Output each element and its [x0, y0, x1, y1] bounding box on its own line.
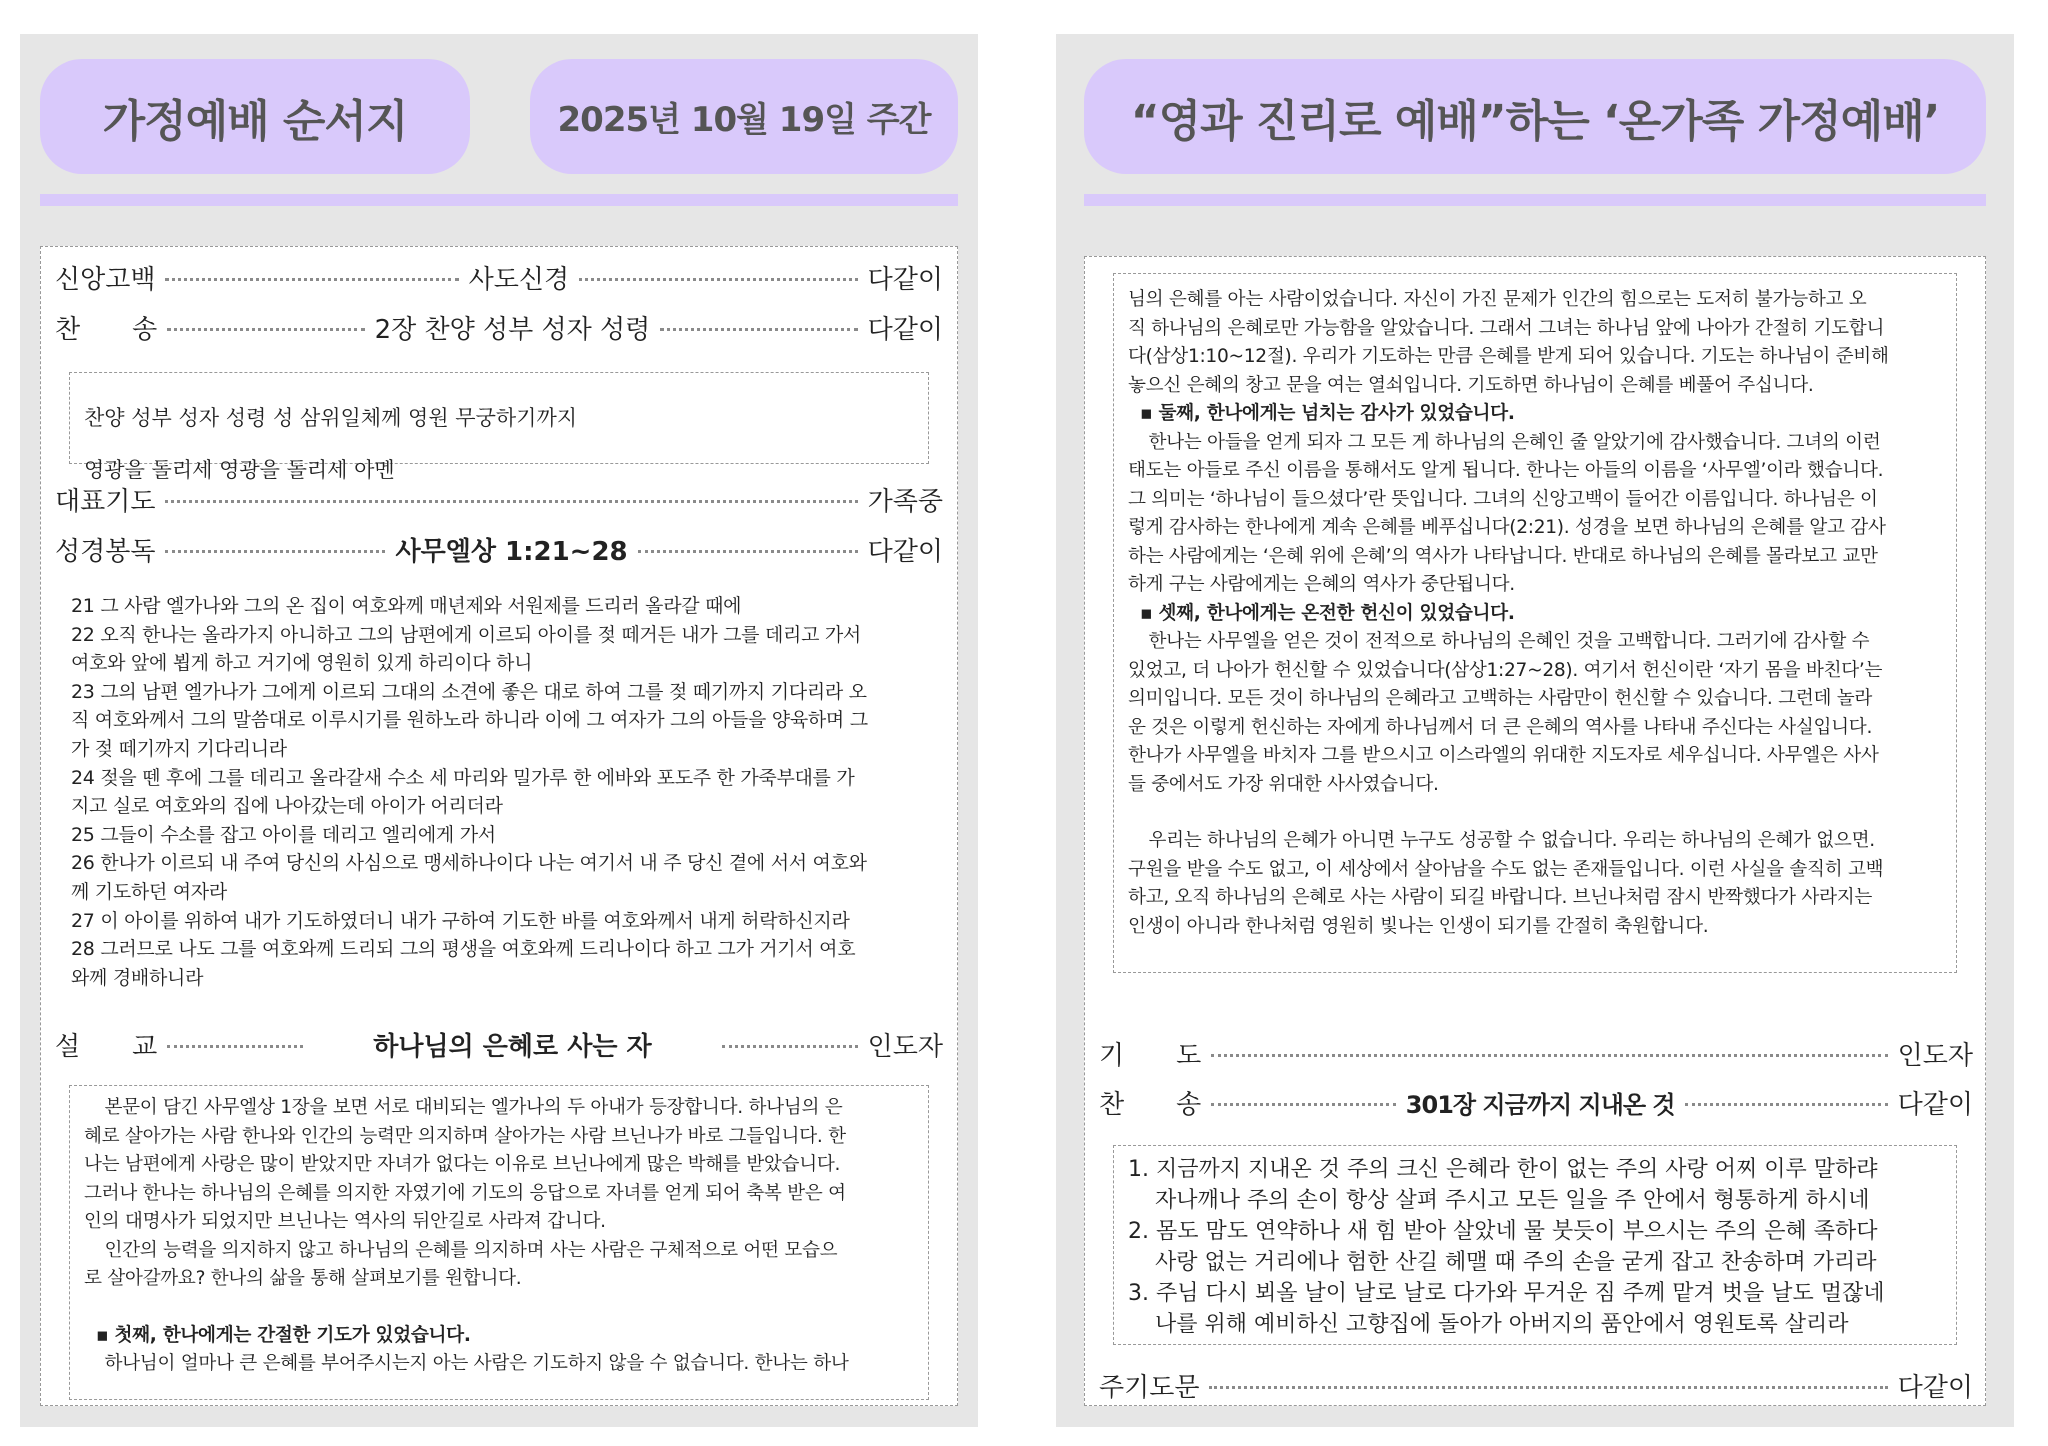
- leader-dots: [660, 328, 857, 331]
- order-item-lords-prayer: [1099, 1365, 1973, 1405]
- sermon-line: 혜로 살아가는 사람 한나와 인간의 능력만 의지하며 살아가는 사람 브닌나가 바로 그들입니다. 한: [84, 1125, 846, 1147]
- order-who: 인도자: [867, 1031, 944, 1062]
- sermon-line: 한나는 사무엘을 얻은 것이 전적으로 하나님의 은혜인 것을 고백합니다. 그러기에 감사할 수: [1148, 631, 1870, 652]
- order-item: [55, 307, 943, 347]
- worship-theme-title: “영과 진리로 예배”하는 ‘온가족 가정예배’: [1084, 59, 1986, 174]
- scripture-line: 27 이 아이를 위하여 내가 기도하였더니 내가 구하여 기도한 바를 여호와께서 내게 허락하신지라: [71, 909, 850, 932]
- sermon-line: 나는 남편에게 사랑은 많이 받았지만 자녀가 없다는 이유로 브닌나에게 많은 박해를 받았습니다.: [84, 1154, 841, 1175]
- sermon-line: 인간의 능력을 의지하지 않고 하나님의 은혜를 의지하며 사는 사람은 구체적으로 어떤 모습으: [104, 1239, 838, 1261]
- lyric-line: 찬양 성부 성자 성령 성 삼위일체께 영원 무궁하기까지: [84, 406, 578, 430]
- lyric-line: 사랑 없는 거리에나 험한 산길 헤맬 때 주의 손을 굳게 잡고 찬송하며 가리라: [1155, 1250, 1877, 1275]
- leader-dots: [165, 500, 857, 503]
- leader-dots: [722, 1045, 858, 1048]
- sermon-line: 한나는 아들을 얻게 되자 그 모든 게 하나님의 은혜인 줄 알았기에 감사했습니다. 그녀의 이런: [1148, 431, 1881, 453]
- sermon-point-heading: ▪ 셋째, 한나에게는 온전한 헌신이 있었습니다.: [1140, 602, 1515, 624]
- order-who: 다같이: [867, 264, 943, 295]
- order-label: 기 도: [1099, 1040, 1202, 1071]
- lyric-line: 2. 몸도 맘도 연약하나 새 힘 받아 살았네 물 붓듯이 부으시는 주의 은혜 족하다: [1128, 1219, 1878, 1244]
- sermon-line: 한나가 사무엘을 바치자 그를 받으시고 이스라엘의 위대한 지도자로 세우십니다. 사무엘은 사사: [1128, 745, 1879, 766]
- scripture-line: 지고 실로 여호와의 집에 나아갔는데 아이가 어리더라: [71, 795, 503, 818]
- sermon-title: 하나님의 은혜로 사는 자: [373, 1031, 652, 1062]
- leader-dots: [167, 328, 364, 331]
- scripture-line: 와께 경배하니라: [71, 966, 204, 989]
- scripture-line: 25 그들이 수소를 잡고 아이를 데리고 엘리에게 가서: [71, 823, 496, 846]
- order-label: 대표기도: [55, 486, 156, 517]
- scripture-line: 22 오직 한나는 올라가지 아니하고 그의 남편에게 이르되 아이를 젖 떼거든 내가 그를 데리고 가서: [71, 623, 861, 646]
- sermon-line: 하나님이 얼마나 큰 은혜를 부어주시는지 아는 사람은 기도하지 않을 수 없습니다. 한나는 하나: [104, 1353, 849, 1374]
- order-title: 사도신경: [468, 264, 570, 295]
- sermon-line: 인생이 아니라 한나처럼 영원히 빛나는 인생이 되기를 간절히 축원합니다.: [1128, 915, 1709, 937]
- sermon-line: 놓으신 은혜의 창고 문을 여는 열쇠입니다. 기도하면 하나님이 은혜를 베풀어 주십니다.: [1128, 374, 1814, 396]
- hymn-301-lyrics-box: [1113, 1145, 1957, 1345]
- order-item-sermon: [55, 1024, 943, 1064]
- lyric-line: 자나깨나 주의 손이 항상 살펴 주시고 모든 일을 주 안에서 형통하게 하시네: [1155, 1188, 1870, 1213]
- order-item: [55, 479, 943, 519]
- sermon-line: 태도는 아들로 주신 이름을 통해서도 알게 됩니다. 한나는 아들의 이름을 ‘사무엘’이라 했습니다.: [1128, 460, 1884, 481]
- sermon-line: 우리는 하나님의 은혜가 아니면 누구도 성공할 수 없습니다. 우리는 하나님의 은혜가 없으면.: [1148, 830, 1875, 851]
- right-page: [1056, 34, 2014, 1427]
- sermon-point-heading: ▪ 첫째, 한나에게는 간절한 기도가 있었습니다.: [96, 1324, 471, 1346]
- sermon-line: 그 의미는 ‘하나님이 들으셨다’란 뜻입니다. 그녀의 신앙고백이 들어간 이름입니다. 하나님은 이: [1128, 488, 1878, 510]
- leader-dots: [1685, 1103, 1888, 1106]
- hymn-2-lyrics-box: [69, 372, 929, 482]
- order-item: [1099, 1082, 1973, 1122]
- leader-dots: [1209, 1386, 1887, 1389]
- order-label: 성경봉독: [55, 536, 156, 567]
- sermon-line: [1128, 799, 1942, 827]
- scripture-line: 가 젖 떼기까지 기다리니라: [71, 737, 287, 760]
- sermon-line: 구원을 받을 수도 없고, 이 세상에서 살아남을 수도 없는 존재들입니다. 이런 사실을 솔직히 고백: [1128, 858, 1884, 880]
- sermon-line: 다(삼상1:10~12절). 우리가 기도하는 만큼 은혜를 받게 되어 있습니다. 기도는 하나님이 준비해: [1128, 346, 1889, 367]
- scripture-text: [71, 592, 931, 992]
- sermon-text-box: [69, 1085, 929, 1400]
- sermon-line: 들 중에서도 가장 위대한 사사였습니다.: [1128, 773, 1439, 795]
- scripture-line: 28 그러므로 나도 그를 여호와께 드리되 그의 평생을 여호와께 드리나이다 하고 그가 거기서 여호: [71, 938, 856, 961]
- order-who: 인도자: [1897, 1040, 1973, 1071]
- sermon-line: 로 살아갈까요? 한나의 삶을 통해 살펴보기를 원합니다.: [84, 1268, 522, 1289]
- scripture-line: 여호와 앞에 뵙게 하고 거기에 영원히 있게 하리이다 하니: [71, 652, 533, 675]
- order-label: 찬 송: [55, 314, 158, 345]
- sermon-line: 하게 구는 사람에게는 은혜의 역사가 중단됩니다.: [1128, 574, 1515, 595]
- order-item: [55, 529, 943, 569]
- order-item: [55, 257, 943, 297]
- order-title: 2장 찬양 성부 성자 성령: [374, 314, 651, 345]
- order-who: 다같이: [1897, 1089, 1973, 1120]
- header-rule: [1084, 194, 1986, 206]
- order-who: 다같이: [867, 536, 943, 567]
- sermon-line: 운 것은 이렇게 헌신하는 자에게 하나님께서 더 큰 은혜의 역사를 나타내 주신다는 사실입니다.: [1128, 716, 1873, 738]
- lyric-line: 영광을 돌리세 영광을 돌리세 아멘: [84, 458, 395, 482]
- order-panel: [1084, 256, 1986, 1406]
- order-who: 다같이: [1897, 1372, 1973, 1403]
- leader-dots: [165, 550, 385, 553]
- order-who: 다같이: [867, 314, 943, 345]
- sermon-line: 있었고, 더 나아가 헌신할 수 있었습니다(삼상1:27~28). 여기서 헌신이란 ‘자기 몸을 바친다’는: [1128, 659, 1883, 681]
- sermon-line: 님의 은혜를 아는 사람이었습니다. 자신이 가진 문제가 인간의 힘으로는 도저히 불가능하고 오: [1128, 289, 1867, 310]
- left-page: [20, 34, 978, 1427]
- scripture-line: 23 그의 남편 엘가나가 그에게 이르되 그대의 소견에 좋은 대로 하여 그를 젖 떼기까지 기다리라 오: [71, 680, 867, 703]
- sermon-line: 본문이 담긴 사무엘상 1장을 보면 서로 대비되는 엘가나의 두 아내가 등장합니다. 하나님의 은: [104, 1097, 843, 1118]
- header-rule: [40, 194, 958, 206]
- lyric-line: 1. 지금까지 지내온 것 주의 크신 은혜라 한이 없는 주의 사랑 어찌 이루 말하랴: [1128, 1157, 1878, 1182]
- sermon-line: 의미입니다. 모든 것이 하나님의 은혜라고 고백하는 사람만이 헌신할 수 있습니다. 그런데 놀라: [1128, 688, 1873, 709]
- sermon-line: 렇게 감사하는 한나에게 계속 은혜를 베푸십니다(2:21). 성경을 보면 하나님의 은혜를 알고 감사: [1128, 517, 1886, 538]
- sermon-point-heading: ▪ 둘째, 한나에게는 넘치는 감사가 있었습니다.: [1140, 403, 1515, 424]
- scripture-line: 26 한나가 이르되 내 주여 당신의 사심으로 맹세하나이다 나는 여기서 내 주 당신 곁에 서서 여호와: [71, 852, 867, 875]
- bulletin-date: 2025년 10월 19일 주간: [530, 59, 958, 174]
- leader-dots: [1211, 1054, 1887, 1057]
- bulletin-title: 가정예배 순서지: [40, 59, 470, 174]
- scripture-line: 24 젖을 뗀 후에 그를 데리고 올라갈새 수소 세 마리와 밀가루 한 에바와 포도주 한 가죽부대를 가: [71, 766, 855, 789]
- order-title: 301장 지금까지 지내온 것: [1405, 1090, 1675, 1119]
- sermon-line: [84, 1294, 914, 1322]
- order-title: 사무엘상 1:21~28: [395, 536, 628, 567]
- sermon-line: 하는 사람에게는 ‘은혜 위에 은혜’의 역사가 나타납니다. 반대로 하나님의 은혜를 몰라보고 교만: [1128, 545, 1878, 567]
- scripture-line: 21 그 사람 엘가나와 그의 온 집이 여호와께 매년제와 서원제를 드리러 올라갈 때에: [71, 595, 742, 617]
- order-label: 신앙고백: [55, 264, 156, 295]
- order-label: 주기도문: [1099, 1372, 1200, 1403]
- sermon-line: 하고, 오직 하나님의 은혜로 사는 사람이 되길 바랍니다. 브닌나처럼 잠시 반짝했다가 사라지는: [1128, 887, 1873, 908]
- scripture-line: 께 기도하던 여자라: [71, 880, 227, 903]
- order-label: 설 교: [55, 1031, 158, 1062]
- sermon-line: 그러나 한나는 하나님의 은혜를 의지한 자였기에 기도의 응답으로 자녀를 얻게 되어 축복 받은 여: [84, 1182, 846, 1204]
- order-item: [1099, 1033, 1973, 1073]
- order-who: 가족중: [867, 486, 943, 517]
- sermon-continued-box: [1113, 273, 1957, 973]
- leader-dots: [638, 550, 858, 553]
- sermon-line: 직 하나님의 은혜로만 가능함을 알았습니다. 그래서 그녀는 하나님 앞에 나아가 간절히 기도합니: [1128, 317, 1885, 339]
- leader-dots: [579, 278, 858, 281]
- leader-dots: [1211, 1103, 1396, 1106]
- sermon-line: 인의 대명사가 되었지만 브닌나는 역사의 뒤안길로 사라져 갑니다.: [84, 1211, 606, 1232]
- leader-dots: [167, 1045, 303, 1048]
- lyric-line: 나를 위해 예비하신 고향집에 돌아가 아버지의 품안에서 영원토록 살리라: [1155, 1312, 1849, 1337]
- order-panel: [40, 246, 958, 1406]
- order-label: 찬 송: [1099, 1089, 1202, 1120]
- lyric-line: 3. 주님 다시 뵈올 날이 날로 날로 다가와 무거운 짐 주께 맡겨 벗을 날도 멀잖네: [1128, 1281, 1885, 1306]
- scripture-line: 직 여호와께서 그의 말씀대로 이루시기를 원하노라 하니라 이에 그 여자가 그의 아들을 양육하며 그: [71, 709, 868, 732]
- leader-dots: [165, 278, 458, 281]
